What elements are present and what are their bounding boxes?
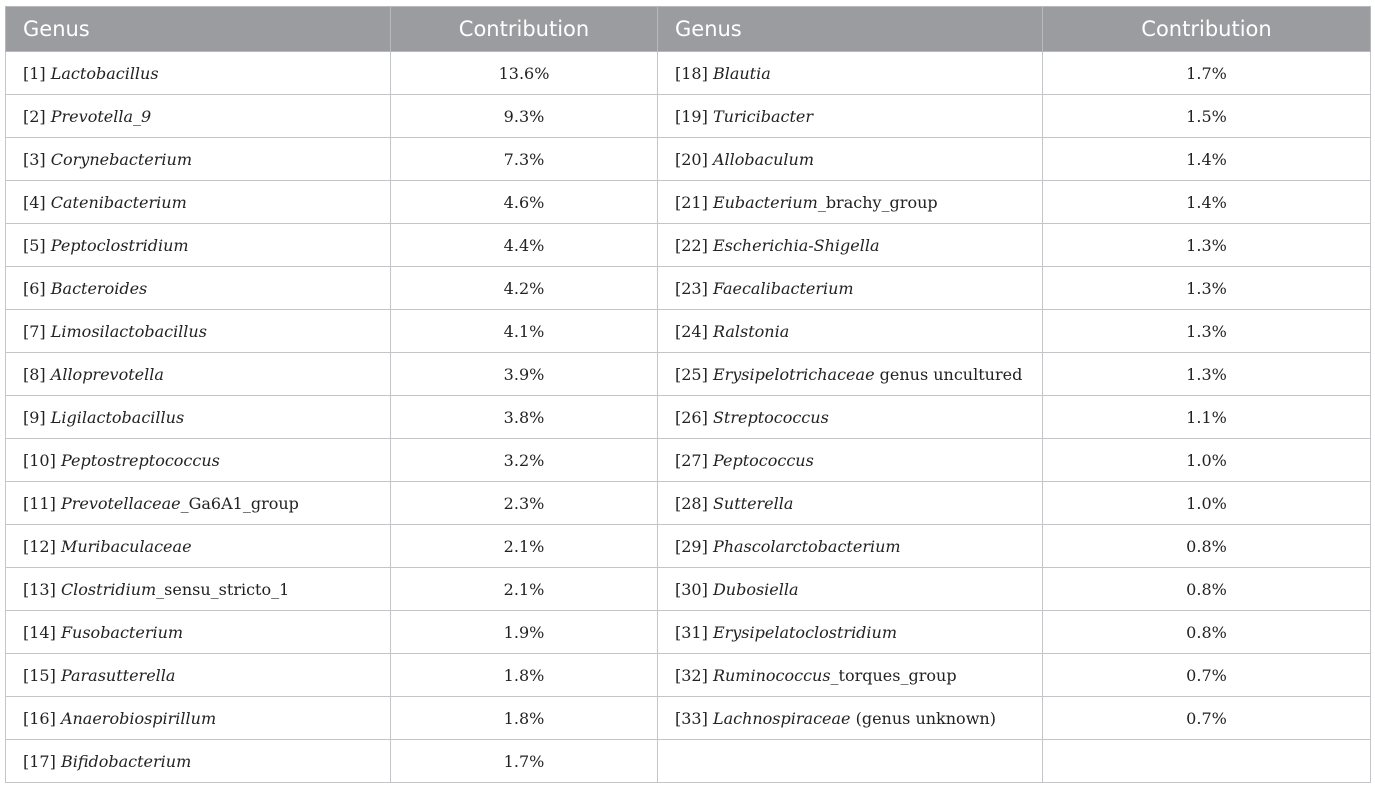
genus-name: Anaerobiospirillum xyxy=(60,708,217,728)
genus-cell xyxy=(6,181,391,224)
genus-name: Limosilactobacillus xyxy=(50,321,207,341)
genus-cell xyxy=(658,181,1043,224)
table-row xyxy=(6,353,1371,396)
genus-name: Catenibacterium xyxy=(50,192,187,212)
table-body xyxy=(6,52,1371,783)
genus-cell xyxy=(658,267,1043,310)
genus-cell xyxy=(658,740,1043,783)
contribution-cell: 1.3% xyxy=(1043,267,1371,310)
genus-cell xyxy=(658,697,1043,740)
genus-cell xyxy=(6,482,391,525)
genus-cell xyxy=(6,611,391,654)
contribution-cell: 1.5% xyxy=(1043,95,1371,138)
genus-name: Allobaculum xyxy=(712,149,814,169)
genus-cell xyxy=(6,138,391,181)
genus-index: [14] xyxy=(23,622,56,642)
genus-index: [33] xyxy=(675,708,708,728)
genus-name: Clostridium xyxy=(60,579,157,599)
contribution-cell: 2.1% xyxy=(391,525,658,568)
contribution-cell: 4.4% xyxy=(391,224,658,267)
genus-cell xyxy=(6,52,391,95)
contribution-cell: 9.3% xyxy=(391,95,658,138)
genus-name: Turicibacter xyxy=(712,106,814,126)
table-row xyxy=(6,525,1371,568)
genus-name: Ralstonia xyxy=(712,321,790,341)
header-genus-left: Genus xyxy=(6,7,391,52)
genus-cell xyxy=(6,740,391,783)
genus-cell xyxy=(658,568,1043,611)
genus-index: [20] xyxy=(675,149,708,169)
genus-index: [31] xyxy=(675,622,708,642)
genus-name: Blautia xyxy=(712,63,771,83)
genus-cell xyxy=(658,482,1043,525)
contribution-cell: 3.2% xyxy=(391,439,658,482)
genus-name: Peptoclostridium xyxy=(50,235,189,255)
table-row xyxy=(6,439,1371,482)
header-contribution-left: Contribution xyxy=(391,7,658,52)
genus-name: Dubosiella xyxy=(712,579,799,599)
genus-index: [18] xyxy=(675,63,708,83)
table-header-row xyxy=(6,7,1371,52)
contribution-cell: 1.3% xyxy=(1043,353,1371,396)
contribution-cell: 13.6% xyxy=(391,52,658,95)
table-row xyxy=(6,138,1371,181)
genus-name: Lachnospiraceae xyxy=(712,708,851,728)
genus-suffix: _brachy_group xyxy=(817,192,938,212)
genus-index: [4] xyxy=(23,192,46,212)
contribution-cell: 2.3% xyxy=(391,482,658,525)
contribution-cell: 1.7% xyxy=(391,740,658,783)
contribution-cell: 1.1% xyxy=(1043,396,1371,439)
table-row xyxy=(6,181,1371,224)
genus-index: [5] xyxy=(23,235,46,255)
genus-name: Bifidobacterium xyxy=(60,751,192,771)
genus-cell xyxy=(658,224,1043,267)
genus-cell xyxy=(6,310,391,353)
genus-cell xyxy=(6,697,391,740)
table-row xyxy=(6,611,1371,654)
genus-suffix: _Ga6A1_group xyxy=(180,493,299,513)
genus-index: [10] xyxy=(23,450,56,470)
genus-index: [26] xyxy=(675,407,708,427)
genus-index: [6] xyxy=(23,278,46,298)
genus-index: [2] xyxy=(23,106,46,126)
contribution-cell: 4.6% xyxy=(391,181,658,224)
genus-index: [21] xyxy=(675,192,708,212)
genus-name: Fusobacterium xyxy=(60,622,184,642)
genus-name: Streptococcus xyxy=(712,407,829,427)
genus-name: Muribaculaceae xyxy=(60,536,192,556)
contribution-cell: 2.1% xyxy=(391,568,658,611)
genus-cell xyxy=(658,138,1043,181)
contribution-cell: 1.3% xyxy=(1043,310,1371,353)
genus-name: Alloprevotella xyxy=(50,364,164,384)
genus-name: Corynebacterium xyxy=(50,149,192,169)
genus-index: [9] xyxy=(23,407,46,427)
genus-index: [12] xyxy=(23,536,56,556)
contribution-cell: 0.7% xyxy=(1043,654,1371,697)
table-row xyxy=(6,568,1371,611)
contribution-cell: 0.8% xyxy=(1043,611,1371,654)
genus-name: Prevotella_9 xyxy=(50,106,152,126)
contribution-cell: 0.8% xyxy=(1043,525,1371,568)
contribution-cell: 0.7% xyxy=(1043,697,1371,740)
genus-name: Ligilactobacillus xyxy=(50,407,185,427)
genus-name: Ruminococcus xyxy=(712,665,831,685)
genus-cell xyxy=(6,439,391,482)
genus-cell xyxy=(658,396,1043,439)
genus-cell xyxy=(6,267,391,310)
genus-index: [28] xyxy=(675,493,708,513)
contribution-cell: 1.7% xyxy=(1043,52,1371,95)
genus-suffix: _torques_group xyxy=(830,665,957,685)
contribution-cell: 7.3% xyxy=(391,138,658,181)
contribution-cell: 3.9% xyxy=(391,353,658,396)
genus-index: [29] xyxy=(675,536,708,556)
genus-index: [22] xyxy=(675,235,708,255)
genus-name: Bacteroides xyxy=(50,278,148,298)
header-genus-right: Genus xyxy=(658,7,1043,52)
genus-cell xyxy=(6,654,391,697)
genus-suffix: _sensu_stricto_1 xyxy=(156,579,290,599)
genus-cell xyxy=(658,95,1043,138)
contribution-cell: 0.8% xyxy=(1043,568,1371,611)
genus-index: [11] xyxy=(23,493,56,513)
table-row xyxy=(6,52,1371,95)
genus-name: Faecalibacterium xyxy=(712,278,854,298)
genus-cell xyxy=(658,525,1043,568)
genus-contribution-table xyxy=(5,6,1371,783)
genus-name: Phascolarctobacterium xyxy=(712,536,901,556)
contribution-cell: 3.8% xyxy=(391,396,658,439)
contribution-cell xyxy=(1043,740,1371,783)
genus-index: [19] xyxy=(675,106,708,126)
table-row xyxy=(6,654,1371,697)
genus-cell xyxy=(658,439,1043,482)
contribution-cell: 1.9% xyxy=(391,611,658,654)
genus-cell xyxy=(658,654,1043,697)
table-row xyxy=(6,95,1371,138)
contribution-cell: 1.8% xyxy=(391,654,658,697)
genus-index: [3] xyxy=(23,149,46,169)
contribution-cell: 1.8% xyxy=(391,697,658,740)
table-row xyxy=(6,267,1371,310)
contribution-cell: 1.0% xyxy=(1043,439,1371,482)
genus-index: [8] xyxy=(23,364,46,384)
genus-suffix: (genus unknown) xyxy=(850,708,996,728)
genus-index: [16] xyxy=(23,708,56,728)
genus-name: Escherichia-Shigella xyxy=(712,235,880,255)
genus-index: [17] xyxy=(23,751,56,771)
genus-suffix: genus uncultured xyxy=(874,364,1023,384)
genus-cell xyxy=(658,52,1043,95)
table-row xyxy=(6,224,1371,267)
genus-index: [15] xyxy=(23,665,56,685)
genus-name: Erysipelatoclostridium xyxy=(712,622,898,642)
contribution-cell: 1.4% xyxy=(1043,181,1371,224)
genus-name: Peptococcus xyxy=(712,450,814,470)
genus-index: [27] xyxy=(675,450,708,470)
genus-index: [32] xyxy=(675,665,708,685)
genus-name: Erysipelotrichaceae xyxy=(712,364,875,384)
header-contribution-right: Contribution xyxy=(1043,7,1371,52)
genus-index: [25] xyxy=(675,364,708,384)
genus-name: Parasutterella xyxy=(60,665,176,685)
genus-cell xyxy=(658,611,1043,654)
genus-cell xyxy=(6,353,391,396)
genus-index: [13] xyxy=(23,579,56,599)
genus-index: [7] xyxy=(23,321,46,341)
genus-name: Prevotellaceae xyxy=(60,493,181,513)
contribution-cell: 1.3% xyxy=(1043,224,1371,267)
genus-cell xyxy=(6,396,391,439)
table-row xyxy=(6,396,1371,439)
genus-cell xyxy=(658,353,1043,396)
contribution-cell: 4.2% xyxy=(391,267,658,310)
contribution-cell: 4.1% xyxy=(391,310,658,353)
table-row xyxy=(6,482,1371,525)
genus-cell xyxy=(6,95,391,138)
genus-name: Lactobacillus xyxy=(50,63,159,83)
genus-cell xyxy=(6,224,391,267)
genus-cell xyxy=(658,310,1043,353)
genus-name: Peptostreptococcus xyxy=(60,450,220,470)
genus-index: [24] xyxy=(675,321,708,341)
genus-name: Sutterella xyxy=(712,493,794,513)
genus-name: Eubacterium xyxy=(712,192,818,212)
genus-cell xyxy=(6,525,391,568)
table-row xyxy=(6,310,1371,353)
contribution-cell: 1.4% xyxy=(1043,138,1371,181)
table-row xyxy=(6,740,1371,783)
genus-index: [1] xyxy=(23,63,46,83)
genus-cell xyxy=(6,568,391,611)
genus-index: [23] xyxy=(675,278,708,298)
table-row xyxy=(6,697,1371,740)
contribution-cell: 1.0% xyxy=(1043,482,1371,525)
genus-index: [30] xyxy=(675,579,708,599)
